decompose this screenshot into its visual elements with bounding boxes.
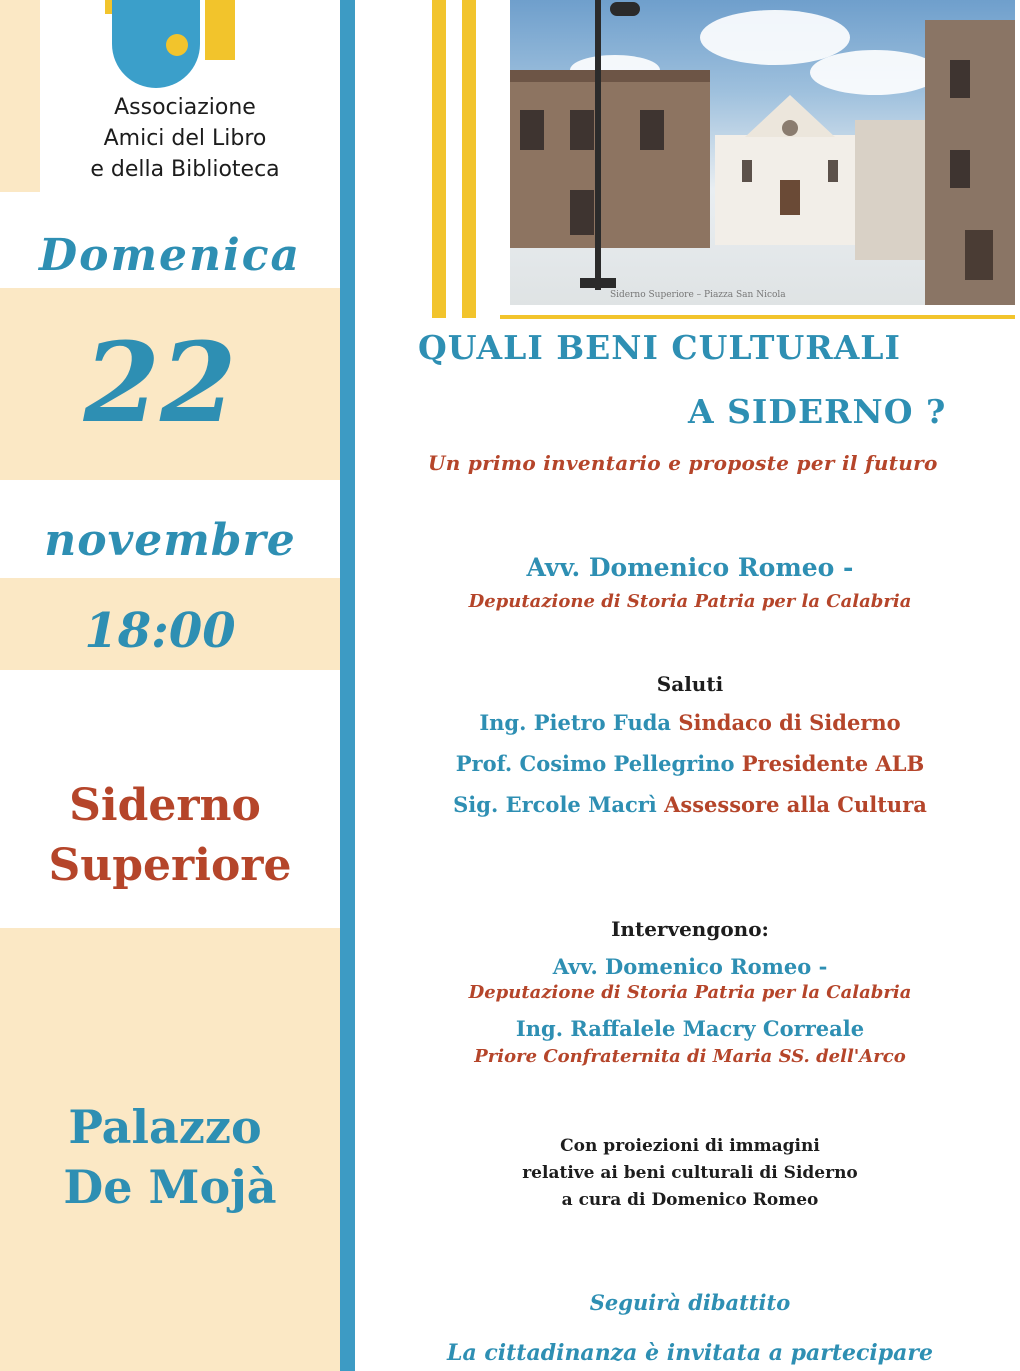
venue-line-1: Palazzo [68, 1100, 262, 1154]
intervento-name: Avv. Domenico Romeo - [552, 954, 828, 979]
speaker-role: Deputazione di Storia Patria per la Calabria [468, 591, 912, 612]
dibattito-note: Seguirà dibattito [589, 1290, 791, 1315]
saluti-name: Sig. Ercole Macrì [453, 792, 657, 817]
logo-line-3: e della Biblioteca [90, 157, 280, 182]
saluti-role: Assessore alla Cultura [664, 792, 927, 817]
subtitle: Un primo inventario e proposte per il futuro [428, 451, 938, 475]
speaker-name: Avv. Domenico Romeo - [526, 553, 854, 582]
logo-line-2: Amici del Libro [103, 126, 267, 151]
saluti-item [360, 710, 1020, 735]
title-line-2: A SIDERNO ? [688, 392, 947, 431]
event-time: 18:00 [84, 603, 236, 659]
saluti-role: Presidente ALB [741, 751, 925, 776]
invitation-note: La cittadinanza è invitata a partecipare [446, 1340, 934, 1366]
yellow-stripe [462, 0, 476, 318]
saluti-item [360, 792, 1020, 817]
saluti-item [360, 751, 1020, 776]
blue-divider-bar [340, 0, 355, 1371]
intervento-name: Ing. Raffalele Macry Correale [515, 1016, 865, 1041]
intervento-role: Priore Confraternita di Maria SS. dell'Arco [474, 1046, 906, 1067]
saluti-name: Ing. Pietro Fuda [479, 710, 672, 735]
association-logo [166, 34, 188, 56]
note-line-2: relative ai beni culturali di Siderno [522, 1163, 858, 1183]
logo-line-1: Associazione [114, 95, 256, 120]
interventi-heading: Intervengono: [611, 917, 769, 941]
event-date: 22 [83, 318, 237, 447]
association-logo [205, 0, 235, 60]
church-photo [510, 0, 1015, 305]
photo-caption: Siderno Superiore – Piazza San Nicola [610, 290, 786, 300]
place-line-1: Siderno [69, 780, 261, 831]
intervento-role: Deputazione di Storia Patria per la Calabria [468, 982, 912, 1003]
yellow-stripe [432, 0, 446, 318]
venue-line-2: De Mojà [63, 1160, 277, 1214]
event-month: novembre [44, 515, 296, 566]
saluti-heading: Saluti [656, 672, 724, 696]
event-day: Domenica [38, 230, 302, 281]
place-line-2: Superiore [48, 840, 292, 891]
yellow-underline [500, 315, 1015, 319]
note-line-1: Con proiezioni di immagini [560, 1136, 820, 1156]
saluti-name: Prof. Cosimo Pellegrino [455, 751, 735, 776]
title-line-1: QUALI BENI CULTURALI [418, 328, 901, 367]
saluti-role: Sindaco di Siderno [678, 710, 901, 735]
note-line-3: a cura di Domenico Romeo [561, 1190, 819, 1210]
